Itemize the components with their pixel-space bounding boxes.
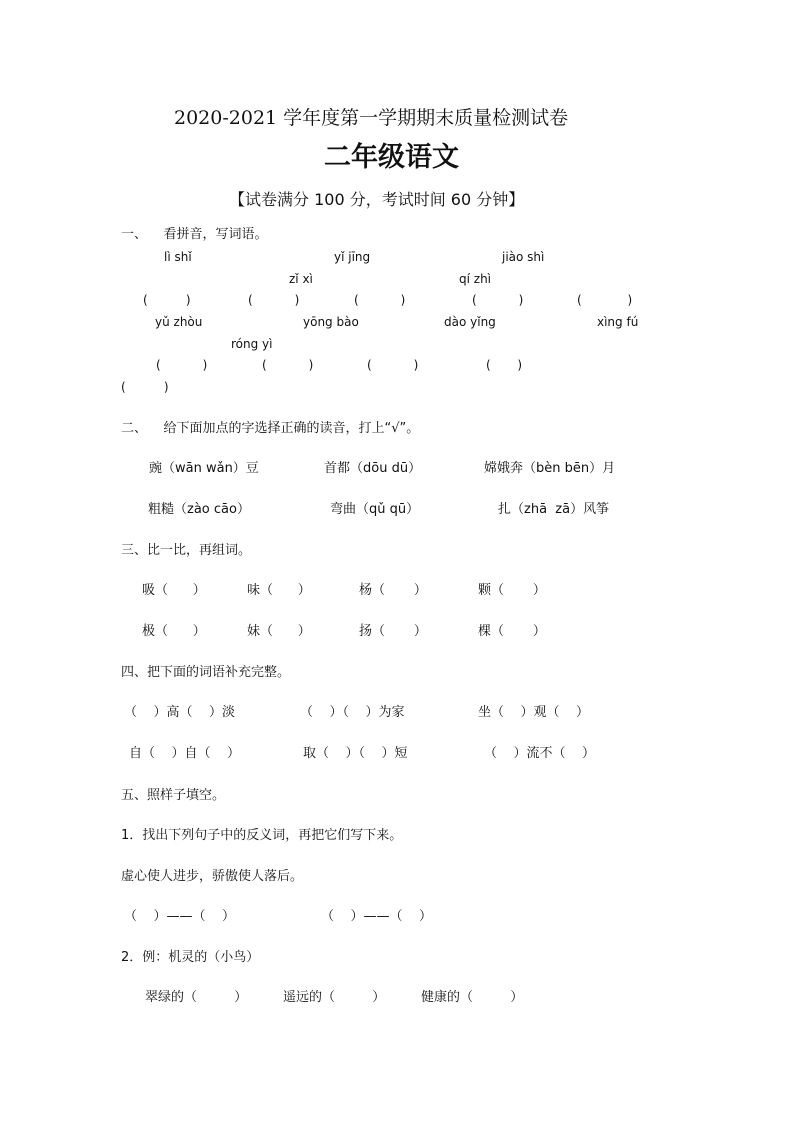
- phrase-blank[interactable]: 遥远的（ ）: [283, 990, 386, 1005]
- answer-blank[interactable]: ( ): [121, 380, 169, 394]
- reading-item: 豌（wān wǎn）豆: [149, 461, 259, 476]
- reading-item: 扎（zhā zā）风筝: [498, 502, 610, 517]
- question-1: 1．找出下列句子中的反义词，再把它们写下来。: [121, 828, 403, 843]
- pinyin-item: zǐ xì: [289, 272, 313, 286]
- pinyin-item: yǐ jīng: [334, 250, 371, 264]
- question-2: 2．例：机灵的（小鸟）: [121, 950, 260, 965]
- section-2-heading: 二、 给下面加点的字选择正确的读音，打上“√”。: [121, 421, 420, 436]
- answer-blank[interactable]: ( ): [262, 358, 314, 372]
- subject-title: 二年级语文: [324, 142, 459, 173]
- answer-blank[interactable]: ( ): [472, 293, 524, 307]
- pinyin-item: yōng bào: [303, 315, 359, 329]
- reading-item: 首都（dōu dū）: [324, 461, 422, 476]
- section-5-heading: 五、照样子填空。: [121, 788, 226, 803]
- pinyin-item: dào yǐng: [444, 315, 496, 329]
- exam-info: 【试卷满分 100 分，考试时间 60 分钟】: [229, 190, 525, 209]
- word-blank[interactable]: 扬（ ）: [359, 624, 427, 639]
- example-sentence: 虚心使人进步，骄傲使人落后。: [121, 869, 304, 884]
- idiom-blank[interactable]: 自（ ）自（ ）: [129, 746, 241, 761]
- exam-title: 2020-2021 学年度第一学期期末质量检测试卷: [174, 107, 569, 129]
- word-blank[interactable]: 极（ ）: [142, 624, 206, 639]
- answer-blank[interactable]: ( ): [248, 293, 300, 307]
- word-blank[interactable]: 杨（ ）: [359, 583, 427, 598]
- idiom-blank[interactable]: （ ）高（ ）淡: [124, 705, 236, 720]
- answer-blank[interactable]: ( ): [156, 358, 208, 372]
- reading-item: 嫦娥奔（bèn bēn）月: [484, 461, 616, 476]
- word-blank[interactable]: 味（ ）: [247, 583, 311, 598]
- word-blank[interactable]: 吸（ ）: [142, 583, 206, 598]
- idiom-blank[interactable]: 取（ ）（ ）短: [303, 746, 408, 761]
- pinyin-item: lì shǐ: [164, 250, 192, 264]
- phrase-blank[interactable]: 健康的（ ）: [421, 990, 524, 1005]
- word-blank[interactable]: 棵（ ）: [478, 624, 546, 639]
- pinyin-item: qí zhì: [459, 272, 492, 286]
- answer-blank[interactable]: ( ): [367, 358, 419, 372]
- section-3-heading: 三、比一比，再组词。: [121, 543, 252, 558]
- pinyin-item: róng yì: [231, 337, 273, 351]
- pinyin-item: jiào shì: [502, 250, 545, 264]
- pinyin-item: yǔ zhòu: [155, 315, 203, 329]
- idiom-blank[interactable]: 坐（ ）观（ ）: [478, 705, 590, 720]
- idiom-blank[interactable]: （ ）流不（ ）: [484, 746, 596, 761]
- section-4-heading: 四、把下面的词语补充完整。: [121, 665, 291, 680]
- pinyin-item: xìng fú: [597, 315, 639, 329]
- reading-item: 弯曲（qǔ qū）: [330, 502, 420, 517]
- word-blank[interactable]: 颗（ ）: [478, 583, 546, 598]
- answer-blank[interactable]: ( ): [486, 358, 523, 372]
- answer-blank[interactable]: ( ): [577, 293, 633, 307]
- antonym-pair-blank[interactable]: （ ）——（ ）: [124, 909, 236, 924]
- section-1-heading: 一、 看拼音，写词语。: [121, 227, 268, 242]
- phrase-blank[interactable]: 翠绿的（ ）: [145, 990, 248, 1005]
- answer-blank[interactable]: ( ): [354, 293, 406, 307]
- answer-blank[interactable]: ( ): [143, 293, 191, 307]
- reading-item: 粗糙（zào cāo）: [148, 502, 250, 517]
- antonym-pair-blank[interactable]: （ ）——（ ）: [321, 909, 433, 924]
- word-blank[interactable]: 妹（ ）: [247, 624, 311, 639]
- idiom-blank[interactable]: （ ）（ ）为家: [300, 705, 405, 720]
